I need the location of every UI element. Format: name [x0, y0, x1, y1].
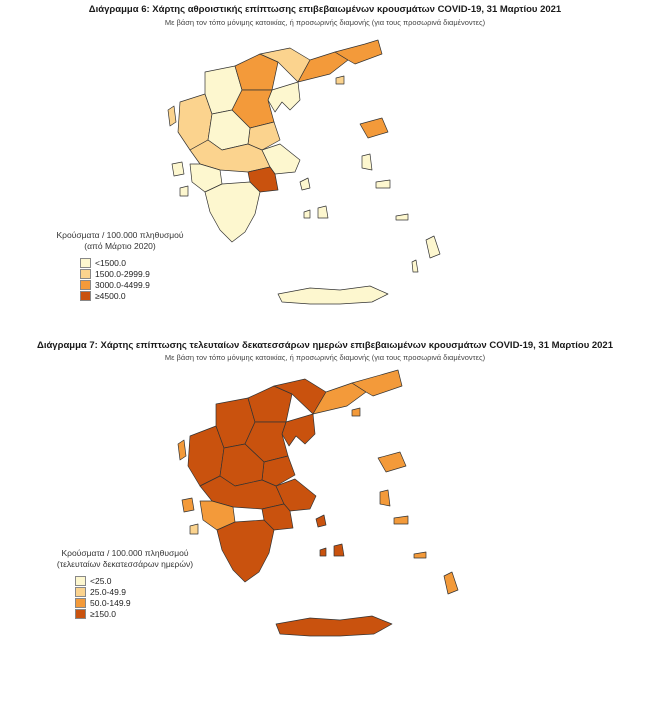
- island-thasos: [336, 76, 344, 84]
- island-naxos: [334, 544, 344, 556]
- island-kefalonia: [172, 162, 184, 176]
- map2-legend-title: Κρούσματα / 100.000 πληθυσμού: [61, 548, 189, 558]
- region-peloponnese: [205, 182, 260, 242]
- map1-legend-item: <1500.0: [80, 257, 190, 268]
- island-zakynthos: [190, 524, 198, 534]
- island-rhodes: [444, 572, 458, 594]
- map2-subtitle: Με βάση τον τόπο μόνιμης κατοικίας, ή προσωρινής διαμονής (για τους προσωρινά διαμένοντες): [164, 353, 486, 362]
- map1-legend-item: ≥4500.0: [80, 290, 190, 301]
- island-corfu: [168, 106, 176, 126]
- map1-legend-subtitle: (από Μάρτιο 2020): [84, 241, 156, 251]
- legend-swatch: [80, 280, 91, 290]
- greece-map-cumulative: [150, 32, 450, 312]
- island-chios: [362, 154, 372, 170]
- island-karpathos: [412, 260, 418, 272]
- island-zakynthos: [180, 186, 188, 196]
- map1-legend-item: 3000.0-4499.9: [80, 279, 190, 290]
- legend-swatch: [75, 598, 86, 608]
- map2-legend: [45, 548, 205, 619]
- island-corfu: [178, 440, 186, 460]
- map2-legend-item: ≥150.0: [75, 608, 205, 619]
- island-andros: [300, 178, 310, 190]
- island-rhodes: [426, 236, 440, 258]
- island-paros: [304, 210, 310, 218]
- greece-map-14day: [160, 362, 460, 662]
- island-lesvos: [378, 452, 406, 472]
- island-paros: [320, 548, 326, 556]
- legend-swatch: [80, 291, 91, 301]
- map1-title: Διάγραμμα 6: Χάρτης αθροιστικής επίπτωσης επιβεβαιωμένων κρουσμάτων COVID-19, 31 Μαρτίου 2021: [88, 4, 562, 15]
- island-thasos: [352, 408, 360, 416]
- island-naxos: [318, 206, 328, 218]
- legend-swatch: [75, 609, 86, 619]
- map1-legend: [50, 230, 190, 301]
- map1-legend-title: Κρούσματα / 100.000 πληθυσμού: [56, 230, 184, 240]
- island-samos: [394, 516, 408, 524]
- island-andros: [316, 515, 326, 527]
- map2-legend-item: 25.0-49.9: [75, 586, 205, 597]
- legend-swatch: [80, 258, 91, 268]
- island-kos: [396, 214, 408, 220]
- map1-legend-item: 1500.0-2999.9: [80, 268, 190, 279]
- legend-swatch: [80, 269, 91, 279]
- island-kos: [414, 552, 426, 558]
- map2-legend-item: <25.0: [75, 575, 205, 586]
- map2-title: Διάγραμμα 7: Χάρτης επίπτωσης τελευταίων δεκατεσσάρων ημερών επιβεβαιωμένων κρουσμάτων COVID-19, 31 Μαρτίου 2021: [36, 340, 613, 351]
- island-crete: [276, 616, 392, 636]
- map2-legend-item: 50.0-149.9: [75, 597, 205, 608]
- island-kefalonia: [182, 498, 194, 512]
- legend-swatch: [75, 576, 86, 586]
- island-crete: [278, 286, 388, 304]
- island-lesvos: [360, 118, 388, 138]
- island-chios: [380, 490, 390, 506]
- map1-subtitle: Με βάση τον τόπο μόνιμης κατοικίας, ή προσωρινής διαμονής (για τους προσωρινά διαμένοντες): [164, 18, 486, 27]
- map2-legend-subtitle: (τελευταίων δεκατεσσάρων ημερών): [56, 559, 194, 569]
- island-samos: [376, 180, 390, 188]
- legend-swatch: [75, 587, 86, 597]
- region-peloponnese: [217, 520, 274, 582]
